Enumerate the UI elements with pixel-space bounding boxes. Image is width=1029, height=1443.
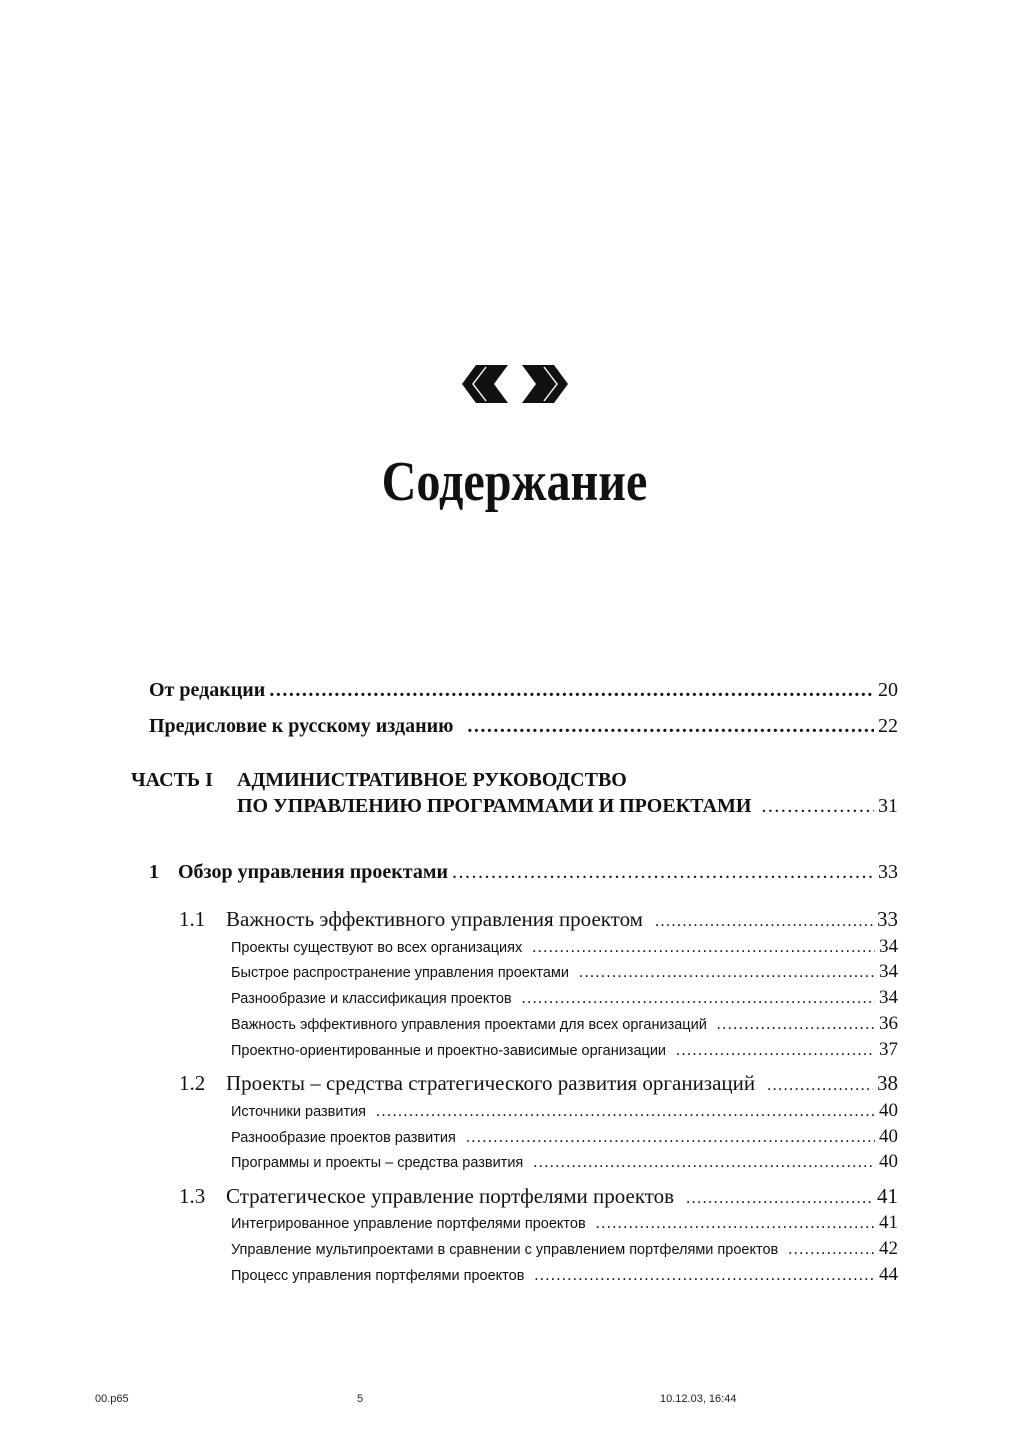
toc-entry-label: Обзор управления проектами [178,861,449,883]
leader-dots [596,1215,875,1233]
toc-page-number: 33 [878,861,898,883]
toc-entry-label: Разнообразие и классификация проектов [231,991,512,1007]
toc-page-number: 36 [879,1013,898,1034]
toc-part-title-line2: ПО УПРАВЛЕНИЮ ПРОГРАММАМИ И ПРОЕКТАМИ [237,795,752,817]
toc-page-number: 34 [879,961,898,982]
toc-entry-label: Управление мультипроектами в сравнении с управлением портфелями проектов [231,1242,779,1258]
leader-dots [717,1016,875,1034]
toc-entry-label: Важность эффективного управления проектами для всех организаций [231,1017,707,1033]
toc-entry-label: Источники развития [231,1104,367,1120]
toc-entry-chapter[interactable] [149,861,898,884]
toc-page-number: 41 [879,1212,898,1233]
toc-page-number: 33 [877,907,898,931]
leader-dots [788,1241,875,1259]
toc-entry-label: Стратегическое управление портфелями проектов [226,1184,675,1208]
toc-entry-subsection[interactable] [231,1039,898,1061]
toc-section-number: 1.3 [179,1184,206,1208]
double-chevron-ornament-icon [462,365,568,403]
toc-entry-label: Проектно-ориентированные и проектно-зависимые организации [231,1043,667,1059]
leader-dots [767,1077,873,1095]
toc-entry-label: Разнообразие проектов развития [231,1130,456,1146]
leader-dots [376,1103,875,1121]
toc-entry-subsection[interactable] [231,1264,898,1286]
toc-entry-label: Интегрированное управление портфелями проектов [231,1216,586,1232]
leader-dots [761,795,874,818]
toc-entry-section[interactable] [179,907,898,932]
toc-page-number: 41 [877,1184,898,1208]
toc-page-number: 40 [879,1126,898,1147]
toc-page-number: 22 [878,715,898,737]
leader-dots [452,861,874,884]
toc-page-number: 44 [879,1264,898,1285]
toc-entry-label: Проекты существуют во всех организациях [231,940,523,956]
toc-page-number: 34 [879,987,898,1008]
leader-dots [532,939,875,957]
toc-page-number: 40 [879,1151,898,1172]
toc-entry-subsection[interactable] [231,1212,898,1234]
leader-dots [579,964,875,982]
leader-dots [533,1154,875,1172]
toc-part-title-line1[interactable]: АДМИНИСТРАТИВНОЕ РУКОВОДСТВО [237,769,627,791]
toc-entry-label: Процесс управления портфелями проектов [231,1268,525,1284]
toc-page-number: 42 [879,1238,898,1259]
toc-entry-subsection[interactable] [231,1238,898,1260]
toc-entry-subsection[interactable] [231,1126,898,1148]
toc-chapter-number: 1 [149,861,159,883]
page-title: Содержание [381,451,648,513]
toc-entry-subsection[interactable] [231,961,898,983]
footer-file-name: 00.p65 [95,1393,129,1405]
leader-dots [676,1042,875,1060]
toc-entry-label: От редакции [149,679,266,701]
toc-entry-subsection[interactable] [231,1013,898,1035]
toc-entry-section[interactable] [179,1184,898,1209]
toc-page-number: 40 [879,1100,898,1121]
toc-entry-subsection[interactable] [231,1151,898,1173]
toc-entry-subsection[interactable] [231,1100,898,1122]
toc-entry-editorial[interactable] [149,679,898,702]
toc-entry-label: Проекты – средства стратегического развития организаций [226,1071,756,1095]
toc-entry-label: Быстрое распространение управления проектами [231,965,569,981]
toc-page-number: 20 [878,679,898,701]
toc-part-number: ЧАСТЬ I [131,769,213,791]
toc-entry-label: Предисловие к русскому изданию [149,715,454,737]
leader-dots [655,913,873,931]
toc-page-number: 38 [877,1071,898,1095]
leader-dots [534,1267,875,1285]
footer-page-number: 5 [357,1393,364,1405]
toc-section-number: 1.2 [179,1071,206,1095]
toc-page-number: 31 [878,795,898,817]
toc-entry-label: Программы и проекты – средства развития [231,1155,524,1171]
footer-timestamp: 10.12.03, 16:44 [660,1393,737,1405]
leader-dots [269,679,874,702]
toc-page-number: 34 [879,936,898,957]
toc-entry-section[interactable] [179,1071,898,1096]
toc-entry-preface[interactable] [149,715,898,738]
leader-dots [467,715,874,738]
toc-page-number: 37 [879,1039,898,1060]
toc-entry-subsection[interactable] [231,987,898,1009]
toc-entry-part[interactable] [237,795,898,818]
leader-dots [466,1129,875,1147]
toc-section-number: 1.1 [179,907,206,931]
leader-dots [522,990,875,1008]
leader-dots [686,1190,873,1208]
toc-entry-subsection[interactable] [231,936,898,958]
toc-entry-label: Важность эффективного управления проектом [226,907,643,931]
